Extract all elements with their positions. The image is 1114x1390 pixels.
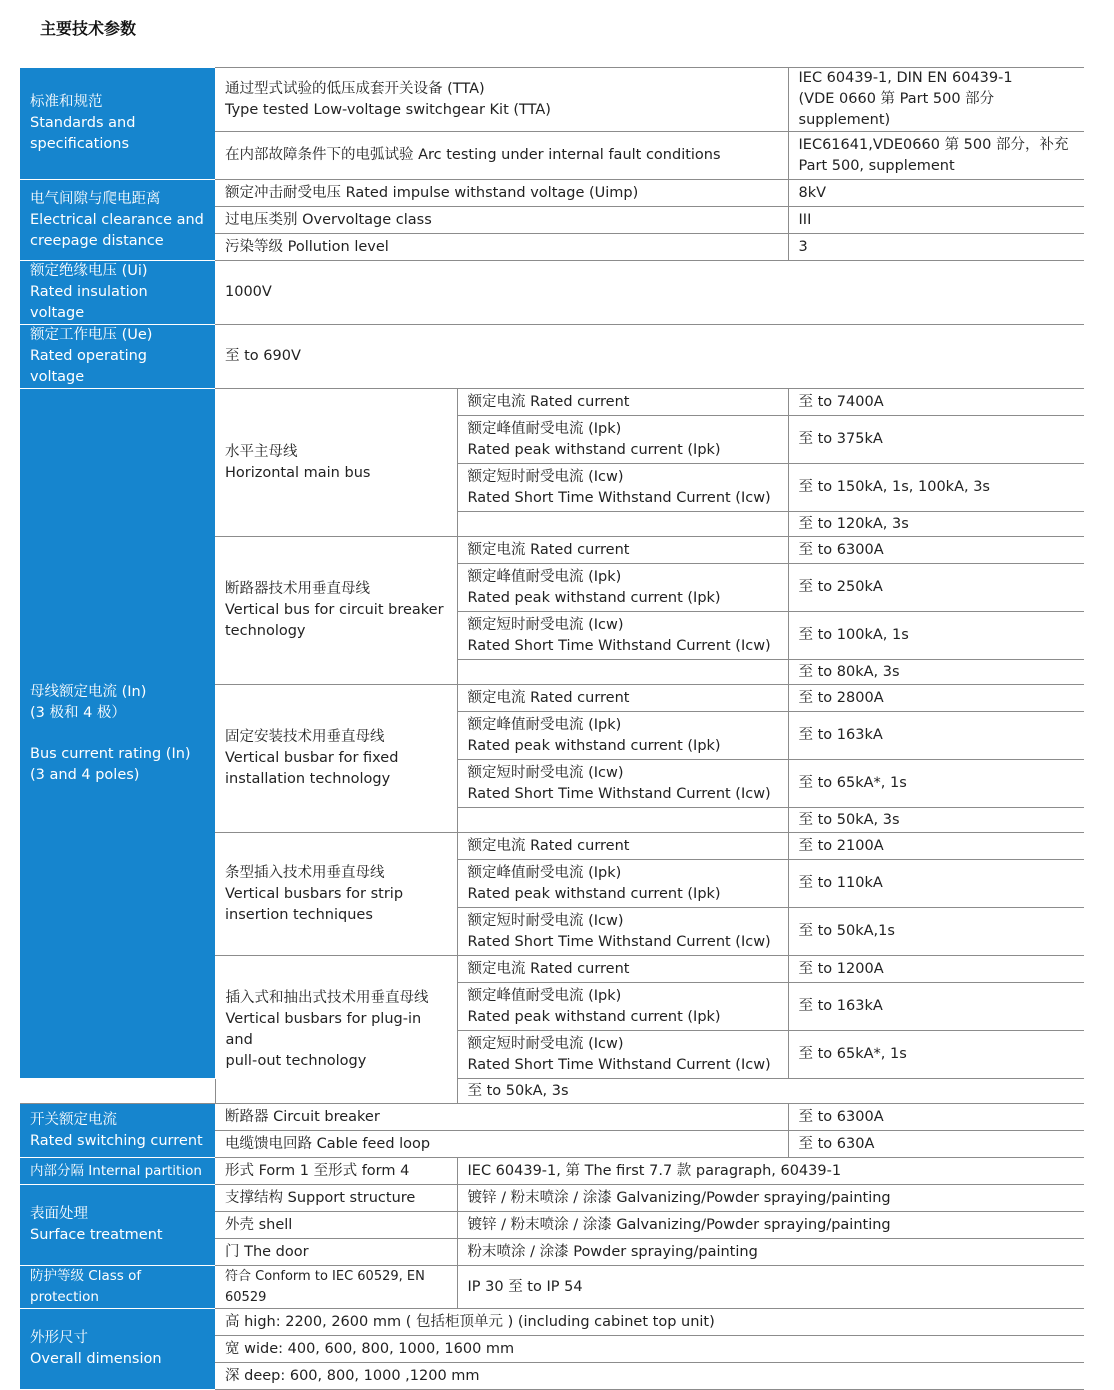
param-cell: 额定电流 Rated current xyxy=(457,389,788,416)
value-cell: 至 to 7400A xyxy=(788,389,1084,416)
bus-group-name: 固定安装技术用垂直母线 Vertical busbar for fixed installation technology xyxy=(215,685,457,833)
value-cell: 至 to 1200A xyxy=(788,956,1084,983)
param-cell: 额定峰值耐受电流 (Ipk) Rated peak withstand current (Ipk) xyxy=(457,416,788,464)
spec-table xyxy=(20,67,1084,1390)
item-cell: 断路器 Circuit breaker xyxy=(215,1104,788,1131)
category-bus-current: 母线额定电流 (In) (3 极和 4 极） Bus current rating (In) (3 and 4 poles) xyxy=(20,389,215,1079)
value-cell: 至 to 6300A xyxy=(788,537,1084,564)
category-standards: 标准和规范 Standards and specifications xyxy=(20,68,215,180)
value-cell: 至 to 50kA, 3s xyxy=(788,808,1084,833)
value-cell: 至 to 163kA xyxy=(788,983,1084,1031)
value-cell: III xyxy=(788,207,1084,234)
value-cell: 至 to 690V xyxy=(215,325,1084,389)
table-row xyxy=(20,1309,1084,1336)
value-cell: 至 to 6300A xyxy=(788,1104,1084,1131)
value-cell: 至 to 150kA, 1s, 100kA, 3s xyxy=(788,464,1084,512)
table-row xyxy=(20,68,1084,132)
item-cell: 在内部故障条件下的电弧试验 Arc testing under internal fault conditions xyxy=(215,132,788,180)
table-row xyxy=(20,261,1084,325)
bus-group-name: 条型插入技术用垂直母线 Vertical busbars for strip insertion techniques xyxy=(215,833,457,956)
table-row xyxy=(20,1104,1084,1131)
table-row xyxy=(20,1266,1084,1309)
value-cell: 至 to 630A xyxy=(788,1131,1084,1158)
param-cell: 额定短时耐受电流 (Icw) Rated Short Time Withstand Current (Icw) xyxy=(457,464,788,512)
param-cell: 额定电流 Rated current xyxy=(457,685,788,712)
category-switching: 开关额定电流 Rated switching current xyxy=(20,1104,215,1158)
item-cell: 形式 Form 1 至形式 form 4 xyxy=(215,1158,457,1185)
item-cell: 门 The door xyxy=(215,1239,457,1266)
param-cell: 额定短时耐受电流 (Icw) Rated Short Time Withstand Current (Icw) xyxy=(457,612,788,660)
value-cell: 1000V xyxy=(215,261,1084,325)
param-cell-empty xyxy=(457,808,788,833)
table-row xyxy=(20,1158,1084,1185)
param-cell: 额定峰值耐受电流 (Ipk) Rated peak withstand current (Ipk) xyxy=(457,712,788,760)
category-partition: 内部分隔 Internal partition xyxy=(20,1158,215,1185)
value-cell: 至 to 250kA xyxy=(788,564,1084,612)
table-row xyxy=(20,180,1084,207)
item-cell: 额定冲击耐受电压 Rated impulse withstand voltage (Uimp) xyxy=(215,180,788,207)
value-cell: IP 30 至 to IP 54 xyxy=(457,1266,1084,1309)
bus-group-name: 插入式和抽出式技术用垂直母线 Vertical busbars for plug-in and pull-out technology xyxy=(215,956,457,1104)
category-surface: 表面处理 Surface treatment xyxy=(20,1185,215,1266)
category-operating: 额定工作电压 (Ue) Rated operating voltage xyxy=(20,325,215,389)
param-cell-empty xyxy=(20,1079,215,1104)
param-cell: 额定电流 Rated current xyxy=(457,833,788,860)
item-cell: 符合 Conform to IEC 60529, EN 60529 xyxy=(215,1266,457,1309)
value-cell: 至 to 80kA, 3s xyxy=(788,660,1084,685)
item-cell: 外壳 shell xyxy=(215,1212,457,1239)
param-cell: 额定峰值耐受电流 (Ipk) Rated peak withstand current (Ipk) xyxy=(457,860,788,908)
param-cell: 额定短时耐受电流 (Icw) Rated Short Time Withstand Current (Icw) xyxy=(457,760,788,808)
param-cell: 额定峰值耐受电流 (Ipk) Rated peak withstand current (Ipk) xyxy=(457,983,788,1031)
param-cell-empty xyxy=(457,512,788,537)
item-cell: 通过型式试验的低压成套开关设备 (TTA) Type tested Low-voltage switchgear Kit (TTA) xyxy=(215,68,788,132)
param-cell: 额定峰值耐受电流 (Ipk) Rated peak withstand current (Ipk) xyxy=(457,564,788,612)
param-cell: 额定电流 Rated current xyxy=(457,956,788,983)
table-row xyxy=(20,389,1084,416)
value-cell: IEC 60439-1, 第 The first 7.7 款 paragraph, 60439-1 xyxy=(457,1158,1084,1185)
item-cell: 过电压类别 Overvoltage class xyxy=(215,207,788,234)
value-cell: 粉末喷涂 / 涂漆 Powder spraying/painting xyxy=(457,1239,1084,1266)
value-cell: 至 to 110kA xyxy=(788,860,1084,908)
item-cell: 支撑结构 Support structure xyxy=(215,1185,457,1212)
value-cell: 深 deep: 600, 800, 1000 ,1200 mm xyxy=(215,1363,1084,1390)
value-cell: 8kV xyxy=(788,180,1084,207)
value-cell: 至 to 50kA,1s xyxy=(788,908,1084,956)
value-cell: IEC61641,VDE0660 第 500 部分，补充 Part 500, supplement xyxy=(788,132,1084,180)
value-cell: 至 to 120kA, 3s xyxy=(788,512,1084,537)
value-cell: 至 to 65kA*, 1s xyxy=(788,760,1084,808)
value-cell: 至 to 100kA, 1s xyxy=(788,612,1084,660)
bus-group-name: 断路器技术用垂直母线 Vertical bus for circuit breaker technology xyxy=(215,537,457,685)
value-cell: 至 to 2100A xyxy=(788,833,1084,860)
value-cell: 至 to 375kA xyxy=(788,416,1084,464)
value-cell: 至 to 65kA*, 1s xyxy=(788,1031,1084,1079)
value-cell: 镀锌 / 粉末喷涂 / 涂漆 Galvanizing/Powder spraying/painting xyxy=(457,1185,1084,1212)
value-cell: 至 to 50kA, 3s xyxy=(457,1079,788,1104)
table-row xyxy=(20,1079,1084,1104)
param-cell: 额定电流 Rated current xyxy=(457,537,788,564)
value-cell: IEC 60439-1, DIN EN 60439-1 (VDE 0660 第 Part 500 部分 supplement) xyxy=(788,68,1084,132)
bus-group-name: 水平主母线 Horizontal main bus xyxy=(215,389,457,537)
param-cell-empty xyxy=(457,660,788,685)
param-cell: 额定短时耐受电流 (Icw) Rated Short Time Withstand Current (Icw) xyxy=(457,1031,788,1079)
page-title: 主要技术参数 xyxy=(40,19,137,38)
table-row xyxy=(20,325,1084,389)
category-dimension: 外形尺寸 Overall dimension xyxy=(20,1309,215,1390)
category-clearance: 电气间隙与爬电距离 Electrical clearance and creepage distance xyxy=(20,180,215,261)
item-cell: 电缆馈电回路 Cable feed loop xyxy=(215,1131,788,1158)
param-cell: 额定短时耐受电流 (Icw) Rated Short Time Withstand Current (Icw) xyxy=(457,908,788,956)
value-cell: 镀锌 / 粉末喷涂 / 涂漆 Galvanizing/Powder spraying/painting xyxy=(457,1212,1084,1239)
value-cell: 宽 wide: 400, 600, 800, 1000, 1600 mm xyxy=(215,1336,1084,1363)
table-row xyxy=(20,1185,1084,1212)
category-insulation: 额定绝缘电压 (Ui) Rated insulation voltage xyxy=(20,261,215,325)
value-cell: 至 to 2800A xyxy=(788,685,1084,712)
value-cell: 3 xyxy=(788,234,1084,261)
value-cell: 高 high: 2200, 2600 mm ( 包括柜顶单元 ) (including cabinet top unit) xyxy=(215,1309,1084,1336)
value-cell: 至 to 163kA xyxy=(788,712,1084,760)
category-protection: 防护等级 Class of protection xyxy=(20,1266,215,1309)
item-cell: 污染等级 Pollution level xyxy=(215,234,788,261)
